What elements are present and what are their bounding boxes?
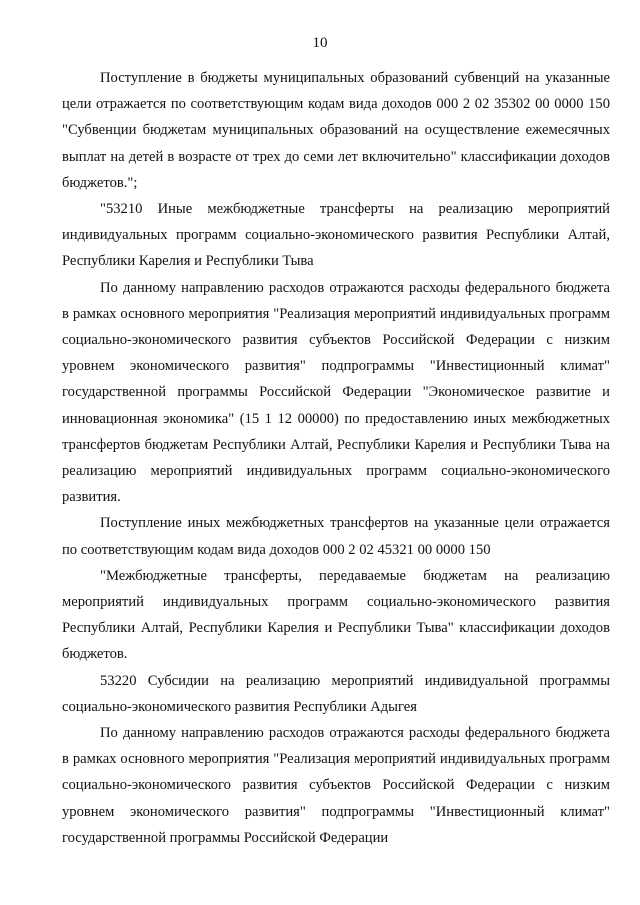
document-body [62,65,610,851]
paragraph-53210-revenue: Поступление иных межбюджетных трансфертов на указанные цели отражается по соответствующим кодам вида доходов 000 2 02 45321 00 0000 150 [62,515,610,558]
heading-53220: 53220 Субсидии на реализацию мероприятий индивидуальной программы социально-экономического развития Республики Адыгея [62,672,610,715]
paragraph-53210-expenses: По данному направлению расходов отражаются расходы федерального бюджета в рамках основного мероприятия "Реализация мероприятий индивидуальных программ социально-экономического развития субъектов Российской Федерации с низким уровнем экономического развития" подпрограммы "Инвестиционный климат" государственной программы Российской Федерации "Экономическое развитие и инновационная экономика" (15 1 12 00000) по предоставлению иных межбюджетных трансфертов бюджетам Республики Алтай, Республики Карелия и Республики Тыва на реализацию мероприятий индивидуальных программ социально-экономического развития. [62,279,610,506]
page-number: 10 [312,35,328,51]
paragraph-53210-revenue-classification: "Межбюджетные трансферты, передаваемые бюджетам на реализацию мероприятий индивидуальных программ социально-экономического развития Республики Алтай, Республики Карелия и Республики Тыва" классификации доходов бюджетов. [62,567,610,663]
paragraph-53220-expenses: По данному направлению расходов отражаются расходы федерального бюджета в рамках основного мероприятия "Реализация мероприятий индивидуальных программ социально-экономического развития субъектов Российской Федерации с низким уровнем экономического развития" подпрограммы "Инвестиционный климат" государственной программы Российской Федерации [62,725,610,846]
paragraph-subventions-revenue: Поступление в бюджеты муниципальных образований субвенций на указанные цели отражается по соответствующим кодам вида доходов 000 2 02 35302 00 0000 150 "Субвенции бюджетам муниципальных образований на осуществление ежемесячных выплат на детей в возрасте от трех до семи лет включительно" классификации доходов бюджетов."; [62,70,610,191]
heading-53210: "53210 Иные межбюджетные трансферты на реализацию мероприятий индивидуальных программ социально-экономического развития Республики Алтай, Республики Карелия и Республики Тыва [62,201,610,270]
